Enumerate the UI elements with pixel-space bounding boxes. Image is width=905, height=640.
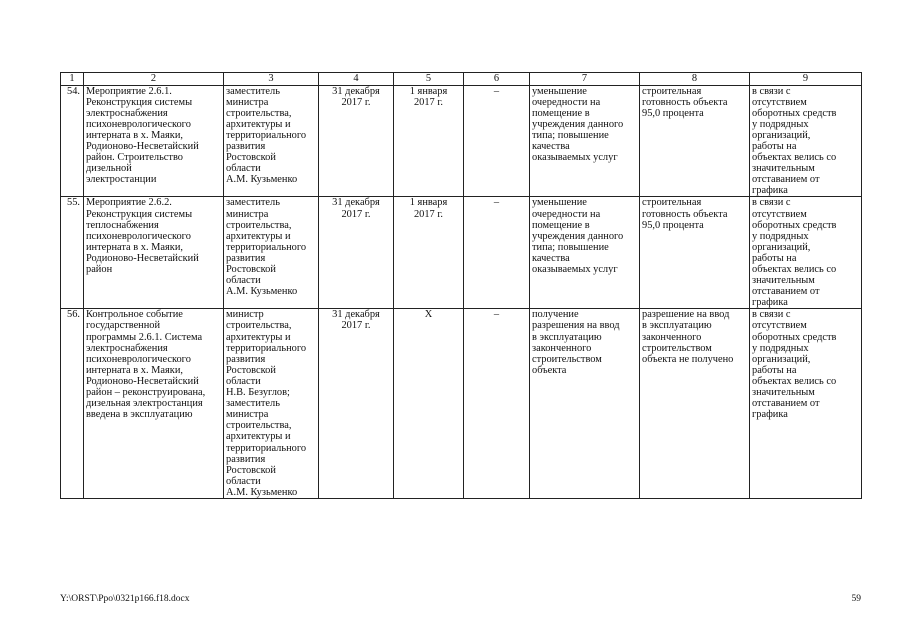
planned-date-cell: [319, 85, 394, 197]
cell-text-line: оказываемых услуг: [532, 152, 618, 164]
cell-text-line: государственной: [86, 320, 161, 332]
cell-text-line: Ростовской: [226, 464, 276, 476]
cell-text-line: заместитель: [226, 398, 280, 410]
cell-text-line: Родионово-Несветайский: [86, 252, 199, 264]
cell-text-line: психоневрологического: [86, 118, 191, 130]
cell-text-line: объектах велись со: [752, 152, 837, 164]
cell-text-line: готовность объекта: [642, 96, 728, 108]
cell-text-line: 2017 г.: [413, 208, 444, 220]
cell-text-line: Родионово-Несветайский: [86, 375, 199, 387]
cell-text-line: законченного: [532, 342, 592, 354]
cell-text-line: 2017 г.: [341, 96, 371, 108]
cell-text-line: 1 января: [409, 197, 448, 209]
row-number-cell: [61, 197, 84, 309]
cell-text-line: Ростовской: [226, 364, 276, 376]
cell-text-line: области: [226, 475, 261, 487]
cell-text-line: оборотных средств: [752, 219, 837, 231]
cell-text-line: оборотных средств: [752, 107, 837, 119]
cell-text-line: развития: [226, 140, 266, 152]
cell-text-line: территориального: [226, 442, 307, 454]
cell-text-line: строительная: [642, 197, 702, 209]
cell-text-line: строительства,: [226, 107, 292, 119]
actual-date-cell: [394, 309, 464, 499]
cell-text-line: графика: [752, 297, 788, 309]
deviation-reason-cell: [750, 309, 862, 499]
planned-date-cell: [319, 309, 394, 499]
cell-text-line: строительства,: [226, 219, 292, 231]
cell-text-line: Мероприятие 2.6.2.: [86, 197, 172, 209]
cell-text-line: работы на: [752, 140, 797, 152]
cell-text-line: –: [493, 85, 500, 97]
cell-text-line: Н.В. Безуглов;: [226, 387, 290, 399]
cell-text-line: качества: [532, 252, 570, 264]
cell-text-line: Контрольное событие: [86, 309, 183, 321]
column-header: 9: [750, 73, 862, 86]
cell-text-line: развития: [226, 252, 266, 264]
cell-text-line: законченного: [642, 331, 702, 343]
cell-text-line: архитектуры и: [226, 331, 291, 343]
header-row: [61, 73, 862, 86]
cell-text-line: типа; повышение: [532, 129, 609, 141]
cell-text-line: очередности на: [532, 96, 601, 108]
cell-text-line: оказываемых услуг: [532, 264, 618, 275]
event-name-cell: [84, 309, 224, 499]
column-header: 1: [61, 73, 84, 86]
cell-text-line: значительным: [752, 275, 815, 287]
cell-text-line: Мероприятие 2.6.1.: [86, 85, 172, 97]
cell-text-line: Реконструкция системы: [86, 208, 193, 220]
cell-text-line: 56.: [67, 309, 80, 321]
cell-text-line: учреждения данного: [532, 118, 624, 130]
cell-text-line: области: [226, 275, 261, 287]
cell-text-line: значительным: [752, 387, 815, 399]
cell-text-line: 31 декабря: [332, 309, 380, 321]
cell-text-line: в эксплуатацию: [532, 331, 602, 343]
column-header: 6: [464, 73, 530, 86]
cell-text-line: у подрядных: [752, 118, 809, 130]
cell-text-line: министра: [226, 96, 269, 108]
cell-text-line: территориального: [226, 241, 307, 253]
cell-text-line: электростанции: [86, 174, 157, 186]
cell-text-line: отсутствием: [752, 96, 807, 108]
cell-text-line: –: [493, 197, 500, 209]
cell-text-line: 2017 г.: [413, 96, 444, 108]
cell-text-line: интерната в х. Маяки,: [86, 364, 183, 376]
cell-text-line: –: [493, 309, 500, 321]
cell-text-line: Ростовской: [226, 264, 276, 275]
cell-text-line: заместитель: [226, 85, 280, 97]
cell-text-line: 95,0 процента: [642, 219, 704, 231]
column-header: 5: [394, 73, 464, 86]
event-name-cell: [84, 197, 224, 309]
cell-text-line: 55.: [67, 197, 80, 209]
table-row: [61, 309, 862, 499]
cell-text-line: теплоснабжения: [86, 219, 159, 231]
row-number-cell: [61, 309, 84, 499]
cell-text-line: Х: [424, 309, 433, 321]
cell-text-line: Родионово-Несветайский: [86, 140, 199, 152]
table-row: [61, 197, 862, 309]
table-row: [61, 85, 862, 197]
cell-text-line: строительством: [532, 353, 602, 365]
actual-result-cell: [640, 85, 750, 197]
plan-table: [60, 72, 862, 499]
cell-text-line: Реконструкция системы: [86, 96, 193, 108]
cell-text-line: объекта: [532, 364, 567, 376]
cell-text-line: территориального: [226, 342, 307, 354]
cell-text-line: развития: [226, 453, 266, 465]
cell-text-line: разрешения на ввод: [532, 320, 620, 332]
cell-text-line: территориального: [226, 129, 307, 141]
cell-text-line: программы 2.6.1. Система: [86, 331, 203, 343]
expected-result-cell: [530, 85, 640, 197]
expected-result-cell: [530, 197, 640, 309]
column-6-value-cell: [464, 85, 530, 197]
cell-text-line: интерната в х. Маяки,: [86, 129, 183, 141]
cell-text-line: очередности на: [532, 208, 601, 220]
cell-text-line: отсутствием: [752, 320, 807, 332]
cell-text-line: готовность объекта: [642, 208, 728, 220]
cell-text-line: дизельная электростанция: [86, 398, 203, 410]
cell-text-line: учреждения данного: [532, 230, 624, 242]
cell-text-line: помещение в: [532, 219, 590, 231]
cell-text-line: архитектуры и: [226, 431, 291, 443]
cell-text-line: в эксплуатацию: [642, 320, 712, 332]
cell-text-line: дизельной: [86, 163, 132, 175]
actual-date-cell: [394, 85, 464, 197]
cell-text-line: отставанием от: [752, 174, 820, 186]
cell-text-line: качества: [532, 140, 570, 152]
planned-date-cell: [319, 197, 394, 309]
cell-text-line: области: [226, 163, 261, 175]
cell-text-line: 2017 г.: [341, 320, 371, 332]
cell-text-line: организаций,: [752, 241, 811, 253]
cell-text-line: отставанием от: [752, 286, 820, 298]
cell-text-line: получение: [532, 309, 579, 321]
column-6-value-cell: [464, 197, 530, 309]
cell-text-line: министр: [226, 309, 264, 321]
cell-text-line: министра: [226, 208, 269, 220]
cell-text-line: 31 декабря: [332, 197, 380, 209]
cell-text-line: уменьшение: [532, 197, 587, 209]
cell-text-line: А.М. Кузьменко: [226, 486, 298, 498]
cell-text-line: типа; повышение: [532, 241, 609, 253]
cell-text-line: в связи с: [752, 309, 791, 321]
cell-text-line: район: [86, 264, 113, 275]
cell-text-line: объектах велись со: [752, 375, 837, 387]
cell-text-line: отставанием от: [752, 398, 820, 410]
cell-text-line: Ростовской: [226, 152, 276, 164]
deviation-reason-cell: [750, 197, 862, 309]
row-number-cell: [61, 85, 84, 197]
cell-text-line: отсутствием: [752, 208, 807, 220]
responsible-executor-cell: [224, 197, 319, 309]
cell-text-line: А.М. Кузьменко: [226, 286, 298, 298]
cell-text-line: 54.: [67, 85, 80, 97]
cell-text-line: строительства,: [226, 420, 292, 432]
cell-text-line: разрешение на ввод: [642, 309, 730, 321]
cell-text-line: оборотных средств: [752, 331, 837, 343]
actual-result-cell: [640, 309, 750, 499]
cell-text-line: работы на: [752, 252, 797, 264]
cell-text-line: графика: [752, 409, 788, 421]
cell-text-line: уменьшение: [532, 85, 587, 97]
cell-text-line: помещение в: [532, 107, 590, 119]
page-number: 59: [851, 594, 861, 604]
cell-text-line: психоневрологического: [86, 353, 191, 365]
column-header: 4: [319, 73, 394, 86]
cell-text-line: развития: [226, 353, 266, 365]
cell-text-line: объекта не получено: [642, 353, 734, 365]
cell-text-line: в связи с: [752, 197, 791, 209]
cell-text-line: психоневрологического: [86, 230, 191, 242]
cell-text-line: интерната в х. Маяки,: [86, 241, 183, 253]
cell-text-line: у подрядных: [752, 342, 809, 354]
event-name-cell: [84, 85, 224, 197]
cell-text-line: 2017 г.: [341, 208, 371, 220]
column-header: 8: [640, 73, 750, 86]
cell-text-line: 95,0 процента: [642, 107, 704, 119]
cell-text-line: у подрядных: [752, 230, 809, 242]
cell-text-line: архитектуры и: [226, 118, 291, 130]
document-file-path: Y:\ORST\Ppo\0321p166.f18.docx: [60, 594, 190, 604]
cell-text-line: объектах велись со: [752, 264, 837, 275]
cell-text-line: области: [226, 375, 261, 387]
deviation-reason-cell: [750, 85, 862, 197]
cell-text-line: 1 января: [409, 85, 448, 97]
cell-text-line: министра: [226, 409, 269, 421]
actual-date-cell: [394, 197, 464, 309]
cell-text-line: организаций,: [752, 129, 811, 141]
expected-result-cell: [530, 309, 640, 499]
cell-text-line: электроснабжения: [86, 342, 168, 354]
column-header: 3: [224, 73, 319, 86]
cell-text-line: 31 декабря: [332, 85, 380, 97]
cell-text-line: значительным: [752, 163, 815, 175]
column-header: 7: [530, 73, 640, 86]
cell-text-line: строительства,: [226, 320, 292, 332]
responsible-executor-cell: [224, 85, 319, 197]
cell-text-line: архитектуры и: [226, 230, 291, 242]
cell-text-line: работы на: [752, 364, 797, 376]
actual-result-cell: [640, 197, 750, 309]
cell-text-line: электроснабжения: [86, 107, 168, 119]
cell-text-line: заместитель: [226, 197, 280, 209]
cell-text-line: район. Строительство: [86, 152, 183, 164]
responsible-executor-cell: [224, 309, 319, 499]
column-header: 2: [84, 73, 224, 86]
cell-text-line: строительством: [642, 342, 712, 354]
cell-text-line: в связи с: [752, 85, 791, 97]
cell-text-line: организаций,: [752, 353, 811, 365]
cell-text-line: введена в эксплуатацию: [86, 409, 193, 421]
cell-text-line: район – реконструирована,: [86, 387, 206, 399]
column-6-value-cell: [464, 309, 530, 499]
cell-text-line: графика: [752, 185, 788, 197]
cell-text-line: А.М. Кузьменко: [226, 174, 298, 186]
cell-text-line: строительная: [642, 85, 702, 97]
